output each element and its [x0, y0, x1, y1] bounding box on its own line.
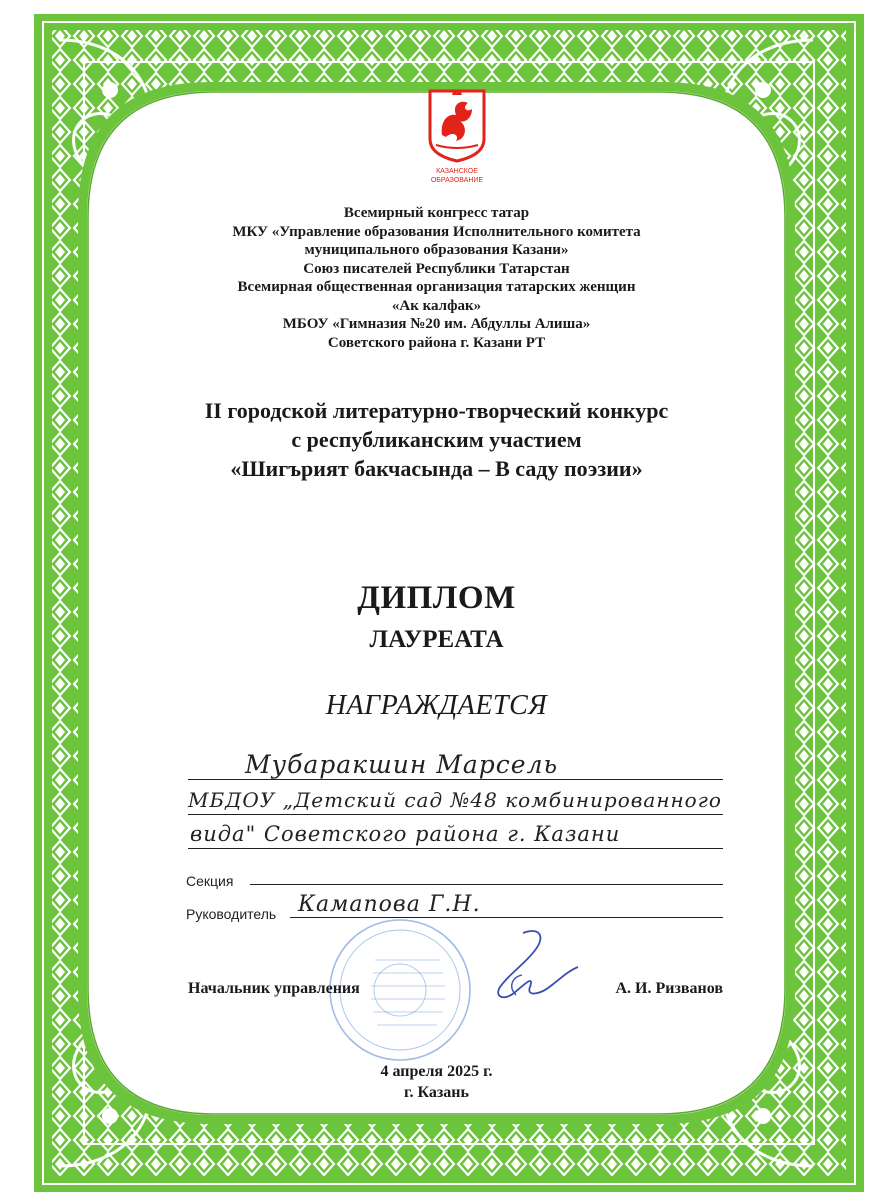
signatory-row — [188, 980, 723, 998]
organizer-line: Всемирный конгресс татар — [343, 205, 530, 221]
contest-line: с республиканским участием — [291, 427, 582, 452]
issue-date: 4 апреля 2025 г. — [380, 1063, 493, 1080]
logo-caption-line2: ОБРАЗОВАНИЕ — [430, 177, 484, 184]
awarded-heading: НАГРАЖДАЕТСЯ — [325, 690, 548, 721]
date-block — [0, 1061, 873, 1103]
recipient-name-line — [188, 779, 723, 780]
recipient-org-line1-rule — [188, 814, 723, 815]
signature-icon — [478, 925, 588, 1015]
recipient-name: Мубаракшин Марсель — [245, 750, 559, 779]
supervisor-label: Руководитель — [186, 906, 277, 922]
section-label: Секция — [186, 873, 234, 889]
section-line — [250, 884, 723, 885]
organizer-line: МБОУ «Гимназия №20 им. Абдуллы Алиша» — [282, 316, 591, 332]
organizer-line: Советского района г. Казани РТ — [327, 334, 546, 351]
recipient-org-line2: вида" Советского района г. Казани — [190, 822, 621, 846]
organizer-line: муниципального образования Казани» — [304, 242, 569, 258]
organizers-block — [0, 204, 873, 352]
diploma-title: ДИПЛОМ — [357, 580, 516, 616]
organizer-line: Всемирная общественная организация татарских женщин — [237, 279, 636, 295]
issue-city: г. Казань — [404, 1084, 469, 1101]
signatory-title: Начальник управления — [188, 980, 360, 997]
kazan-coat-of-arms-icon — [422, 85, 492, 185]
organizer-line: «Ак калфак» — [391, 297, 482, 314]
diploma-subtitle: ЛАУРЕАТА — [369, 626, 504, 653]
organizer-line: Союз писателей Республики Татарстан — [303, 260, 570, 277]
contest-title — [0, 396, 873, 483]
signatory-name: А. И. Ризванов — [615, 980, 723, 997]
organizer-line: МКУ «Управление образования Исполнительного комитета — [232, 223, 641, 240]
recipient-org-line2-rule — [188, 848, 723, 849]
supervisor-value: Камапова Г.Н. — [298, 892, 481, 917]
recipient-org-line1: МБДОУ „Детский сад №48 комбинированного — [188, 788, 722, 812]
contest-line: II городской литературно-творческий конкурс — [204, 398, 669, 423]
contest-line: «Шигърият бакчасында – В саду поэзии» — [230, 456, 643, 481]
logo-caption-line1: КАЗАНСКОЕ — [436, 168, 478, 175]
